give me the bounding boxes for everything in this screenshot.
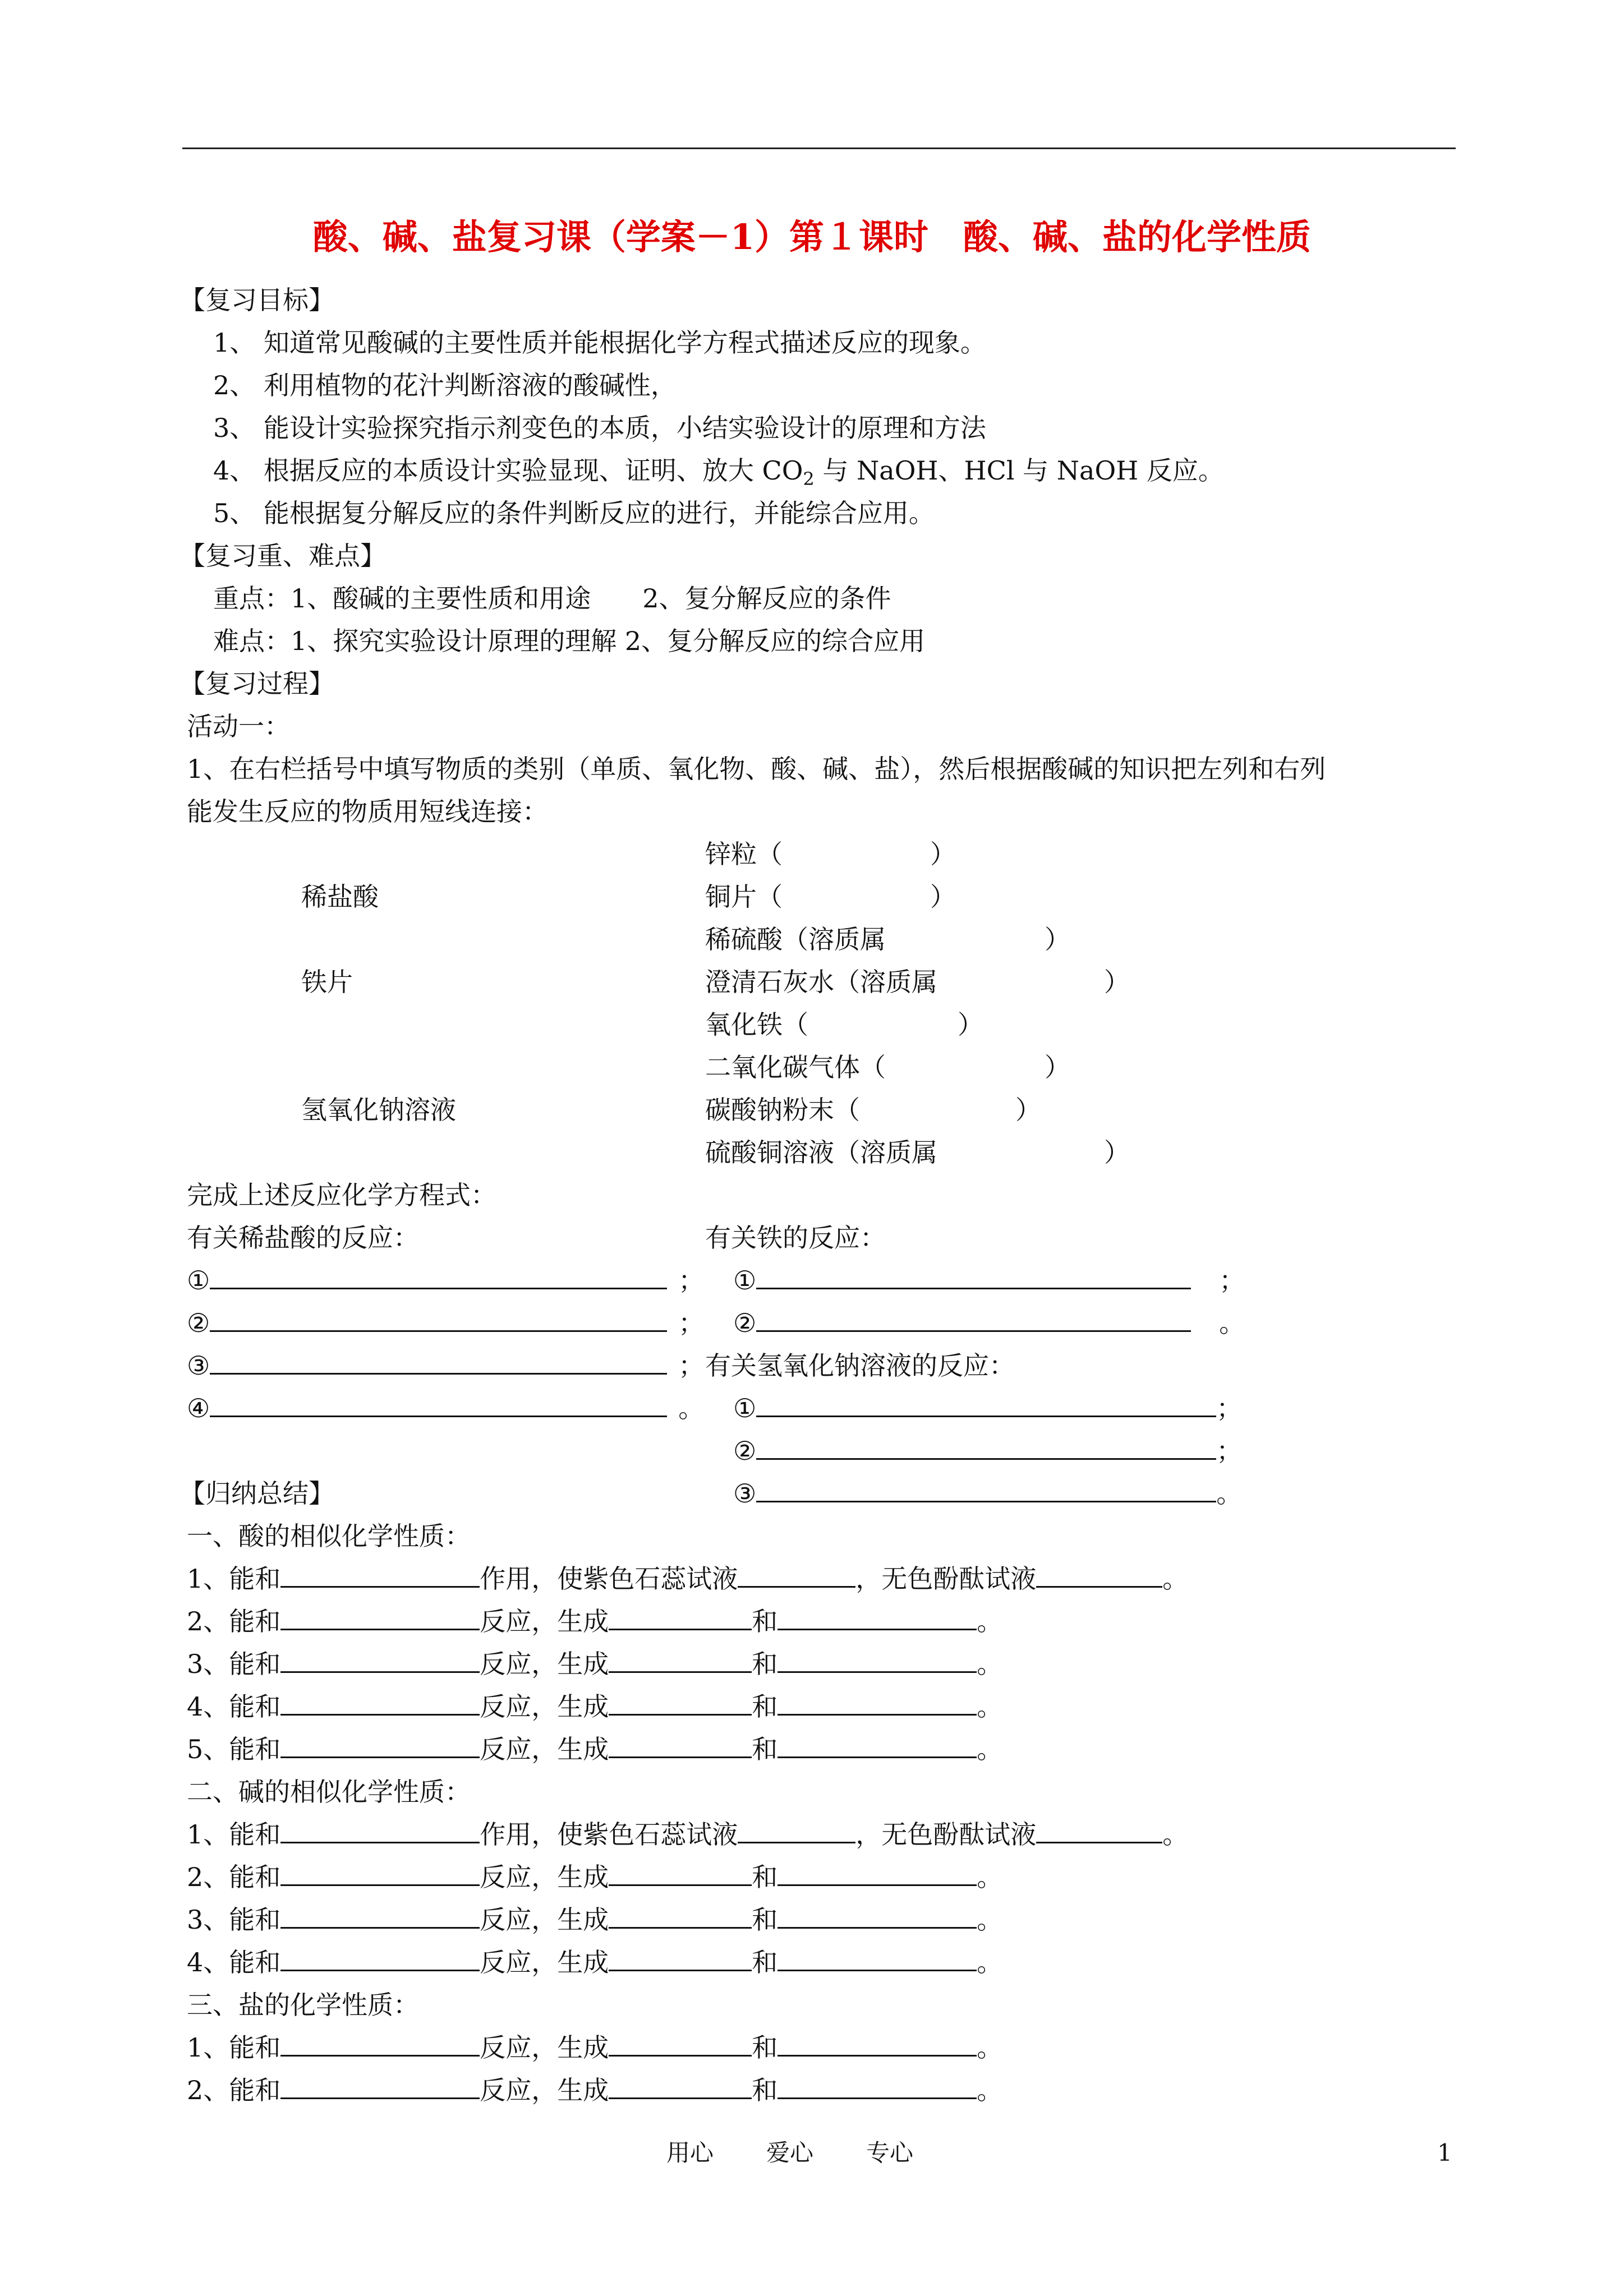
punct: 。 xyxy=(1216,1478,1243,1509)
left-item: 氢氧化钠溶液 xyxy=(301,1095,456,1125)
txt: 和 xyxy=(752,2032,778,2063)
answer-blank[interactable] xyxy=(778,2074,977,2099)
goal-item-3: 3、 能设计实验探究指示剂变色的本质，小结实验设计的原理和方法 xyxy=(213,413,986,443)
right-item-open: 氧化铁（ xyxy=(705,1009,808,1040)
answer-blank[interactable] xyxy=(280,1648,480,1673)
right-item-close: ） xyxy=(1045,924,1070,955)
acid-property-4 xyxy=(187,1690,1002,1723)
fe-equation-2 xyxy=(733,1306,1245,1340)
right-item-close: ） xyxy=(1104,967,1130,997)
txt: 和 xyxy=(752,1862,778,1892)
txt: 和 xyxy=(752,1734,778,1764)
base-property-4 xyxy=(187,1945,1002,1979)
salt-property-2 xyxy=(187,2073,1002,2107)
answer-blank[interactable] xyxy=(280,1861,480,1886)
right-item-open: 二氧化碳气体（ xyxy=(705,1052,886,1082)
answer-blank[interactable] xyxy=(609,2074,752,2099)
right-item-close: ） xyxy=(1015,1095,1041,1125)
answer-blank[interactable] xyxy=(280,2031,480,2057)
txt: 和 xyxy=(752,1606,778,1636)
complete-instruction: 完成上述反应化学方程式： xyxy=(187,1180,496,1210)
marker: ③ xyxy=(187,1350,210,1381)
right-item-open: 锌粒（ xyxy=(705,839,783,869)
txt: 。 xyxy=(977,1691,1003,1722)
answer-blank[interactable] xyxy=(280,1690,480,1716)
txt: 能和 xyxy=(229,1734,281,1764)
answer-blank[interactable] xyxy=(280,1946,480,1971)
naoh-equation-2 xyxy=(733,1434,1242,1468)
acid-property-5 xyxy=(187,1732,1002,1766)
difficult-points: 难点：1、探究实验设计原理的理解 2、复分解反应的综合应用 xyxy=(213,626,926,656)
goal-item-1: 1、 知道常见酸碱的主要性质并能根据化学方程式描述反应的现象。 xyxy=(213,328,986,358)
answer-blank[interactable] xyxy=(738,1818,855,1843)
answer-blank[interactable] xyxy=(609,1648,752,1673)
fe-equation-1 xyxy=(733,1264,1245,1297)
goal-item-4 xyxy=(213,454,1224,490)
answer-blank[interactable] xyxy=(756,1477,1216,1502)
txt: 。 xyxy=(977,1649,1003,1679)
txt: 反应，生成 xyxy=(480,1734,609,1764)
punct: ； xyxy=(1219,1265,1245,1295)
answer-blank[interactable] xyxy=(756,1264,1191,1289)
txt: 反应，生成 xyxy=(480,2032,609,2063)
num: 4、 xyxy=(187,1947,229,1977)
right-item-open: 硫酸铜溶液（溶质属 xyxy=(705,1137,937,1168)
punct: 。 xyxy=(1219,1308,1245,1338)
hcl-equation-1 xyxy=(187,1264,704,1297)
naoh-heading: 有关氢氧化钠溶液的反应： xyxy=(705,1350,1015,1381)
txt: ，无色酚酞试液 xyxy=(855,1564,1037,1594)
footer-word-1: 用心 xyxy=(666,2139,714,2166)
marker: ③ xyxy=(733,1478,757,1509)
answer-blank[interactable] xyxy=(778,1903,977,1929)
punct: 。 xyxy=(678,1393,705,1423)
answer-blank[interactable] xyxy=(609,1605,752,1630)
acid-property-3 xyxy=(187,1647,1002,1681)
txt: 和 xyxy=(752,1905,778,1935)
answer-blank[interactable] xyxy=(778,1648,977,1673)
answer-blank[interactable] xyxy=(778,1733,977,1758)
txt: 能和 xyxy=(229,1905,281,1935)
answer-blank[interactable] xyxy=(609,1903,752,1929)
right-item-close: ） xyxy=(1104,1137,1130,1168)
num: 1、 xyxy=(187,1564,229,1594)
hcl-equation-4 xyxy=(187,1391,704,1425)
naoh-equation-3 xyxy=(733,1477,1242,1510)
process-heading: 【复习过程】 xyxy=(180,668,334,699)
answer-blank[interactable] xyxy=(609,1946,752,1971)
txt: 和 xyxy=(752,2075,778,2105)
answer-blank[interactable] xyxy=(1036,1562,1162,1588)
num: 2、 xyxy=(187,1606,229,1636)
hcl-equation-2 xyxy=(187,1306,704,1340)
left-item: 铁片 xyxy=(301,967,353,997)
punct: ； xyxy=(1216,1436,1243,1466)
txt: 能和 xyxy=(229,1564,281,1594)
right-item-open: 铜片（ xyxy=(705,882,783,912)
salt-property-1 xyxy=(187,2031,1002,2064)
answer-blank[interactable] xyxy=(210,1392,667,1417)
num: 2、 xyxy=(187,2075,229,2105)
num: 2、 xyxy=(187,1862,229,1892)
txt: 反应，生成 xyxy=(480,1606,609,1636)
left-item: 稀盐酸 xyxy=(301,882,379,912)
base-heading: 二、碱的相似化学性质： xyxy=(187,1777,471,1807)
answer-blank[interactable] xyxy=(756,1392,1216,1417)
answer-blank[interactable] xyxy=(210,1264,667,1289)
txt: 。 xyxy=(1162,1564,1189,1594)
acid-heading: 一、酸的相似化学性质： xyxy=(187,1521,471,1551)
marker: ① xyxy=(733,1265,757,1295)
txt: 。 xyxy=(977,2032,1003,2063)
goals-heading: 【复习目标】 xyxy=(180,285,334,315)
marker: ① xyxy=(187,1265,210,1295)
base-property-2 xyxy=(187,1860,1002,1894)
answer-blank[interactable] xyxy=(756,1435,1216,1460)
num: 5、 xyxy=(187,1734,229,1764)
txt: 反应，生成 xyxy=(480,1691,609,1722)
acid-property-2 xyxy=(187,1605,1002,1638)
answer-blank[interactable] xyxy=(756,1307,1191,1332)
goal-item-4-text: 4、 根据反应的本质设计实验显现、证明、放大 CO xyxy=(213,455,803,486)
footer-word-2: 爱心 xyxy=(766,2139,814,2166)
txt: 反应，生成 xyxy=(480,1862,609,1892)
answer-blank[interactable] xyxy=(280,2074,480,2099)
txt: 能和 xyxy=(229,1649,281,1679)
marker: ① xyxy=(733,1393,757,1423)
txt: 能和 xyxy=(229,1947,281,1977)
txt: 作用，使紫色石蕊试液 xyxy=(480,1819,738,1850)
hcl-equation-3 xyxy=(187,1349,704,1382)
txt: 。 xyxy=(977,1862,1003,1892)
right-item-open: 稀硫酸（溶质属 xyxy=(705,924,886,955)
punct: ； xyxy=(1216,1393,1243,1423)
answer-blank[interactable] xyxy=(609,1861,752,1886)
hcl-heading: 有关稀盐酸的反应： xyxy=(187,1223,419,1253)
answer-blank[interactable] xyxy=(609,1733,752,1758)
right-item-close: ） xyxy=(930,882,956,912)
instruction-line-2: 能发生反应的物质用短线连接： xyxy=(187,796,548,827)
txt: 。 xyxy=(977,1606,1003,1636)
txt: 。 xyxy=(977,1905,1003,1935)
answer-blank[interactable] xyxy=(280,1733,480,1758)
num: 3、 xyxy=(187,1649,229,1679)
marker: ④ xyxy=(187,1393,210,1423)
txt: 能和 xyxy=(229,1819,281,1850)
footer-word-3: 专心 xyxy=(866,2139,914,2166)
answer-blank[interactable] xyxy=(609,2031,752,2057)
answer-blank[interactable] xyxy=(210,1349,667,1375)
txt: 能和 xyxy=(229,1862,281,1892)
punct: ； xyxy=(678,1265,705,1295)
txt: 。 xyxy=(977,2075,1003,2105)
txt: 和 xyxy=(752,1947,778,1977)
answer-blank[interactable] xyxy=(280,1818,480,1843)
answer-blank[interactable] xyxy=(280,1605,480,1630)
answer-blank[interactable] xyxy=(778,1946,977,1971)
answer-blank[interactable] xyxy=(778,1690,977,1716)
answer-blank[interactable] xyxy=(1036,1818,1162,1843)
right-item-open: 澄清石灰水（溶质属 xyxy=(705,967,937,997)
answer-blank[interactable] xyxy=(280,1903,480,1929)
num: 3、 xyxy=(187,1905,229,1935)
answer-blank[interactable] xyxy=(778,2031,977,2057)
txt: 。 xyxy=(1162,1819,1189,1850)
txt: 能和 xyxy=(229,1606,281,1636)
txt: ，无色酚酞试液 xyxy=(855,1819,1037,1850)
right-item-close: ） xyxy=(930,839,956,869)
salt-heading: 三、盐的化学性质： xyxy=(187,1990,419,2020)
answer-blank[interactable] xyxy=(280,1562,480,1588)
page-number: 1 xyxy=(1437,2139,1452,2166)
answer-blank[interactable] xyxy=(609,1690,752,1716)
txt: 反应，生成 xyxy=(480,1905,609,1935)
goal-item-2: 2、 利用植物的花汁判断溶液的酸碱性， xyxy=(213,370,677,400)
header-rule xyxy=(182,147,1456,149)
num: 1、 xyxy=(187,1819,229,1850)
txt: 能和 xyxy=(229,2032,281,2063)
txt: 反应，生成 xyxy=(480,1649,609,1679)
base-property-1 xyxy=(187,1818,1188,1851)
txt: 能和 xyxy=(229,1691,281,1722)
answer-blank[interactable] xyxy=(778,1861,977,1886)
txt: 能和 xyxy=(229,2075,281,2105)
base-property-3 xyxy=(187,1903,1002,1937)
summary-heading: 【归纳总结】 xyxy=(180,1478,334,1509)
txt: 和 xyxy=(752,1691,778,1722)
txt: 作用，使紫色石蕊试液 xyxy=(480,1564,738,1594)
txt: 。 xyxy=(977,1947,1003,1977)
fe-heading: 有关铁的反应： xyxy=(705,1223,886,1253)
key-points: 重点：1、酸碱的主要性质和用途 2、复分解反应的条件 xyxy=(213,583,891,614)
txt: 反应，生成 xyxy=(480,1947,609,1977)
num: 4、 xyxy=(187,1691,229,1722)
punct: ； xyxy=(678,1308,705,1338)
co2-subscript: 2 xyxy=(803,468,815,490)
num: 1、 xyxy=(187,2032,229,2063)
goal-item-4-text-end: 与 NaOH、HCl 与 NaOH 反应。 xyxy=(814,455,1224,486)
answer-blank[interactable] xyxy=(210,1307,667,1332)
punct: ； xyxy=(678,1350,705,1381)
answer-blank[interactable] xyxy=(738,1562,855,1588)
marker: ② xyxy=(733,1308,757,1338)
page-title: 酸、碱、盐复习课（学案－1）第１课时 酸、碱、盐的化学性质 xyxy=(312,216,1312,257)
txt: 和 xyxy=(752,1649,778,1679)
txt: 。 xyxy=(977,1734,1003,1764)
right-item-close: ） xyxy=(958,1009,983,1040)
instruction-line-1: 1、在右栏括号中填写物质的类别（单质、氧化物、酸、碱、盐），然后根据酸碱的知识把左列和右列 xyxy=(187,754,1326,784)
keypoints-heading: 【复习重、难点】 xyxy=(180,541,386,571)
marker: ② xyxy=(187,1308,210,1338)
activity-label: 活动一： xyxy=(187,711,290,741)
right-item-close: ） xyxy=(1045,1052,1070,1082)
goal-item-5: 5、 能根据复分解反应的条件判断反应的进行，并能综合应用。 xyxy=(213,498,935,528)
naoh-equation-1 xyxy=(733,1391,1242,1425)
acid-property-1 xyxy=(187,1562,1188,1596)
answer-blank[interactable] xyxy=(778,1605,977,1630)
txt: 反应，生成 xyxy=(480,2075,609,2105)
right-item-open: 碳酸钠粉末（ xyxy=(705,1095,860,1125)
marker: ② xyxy=(733,1436,757,1466)
